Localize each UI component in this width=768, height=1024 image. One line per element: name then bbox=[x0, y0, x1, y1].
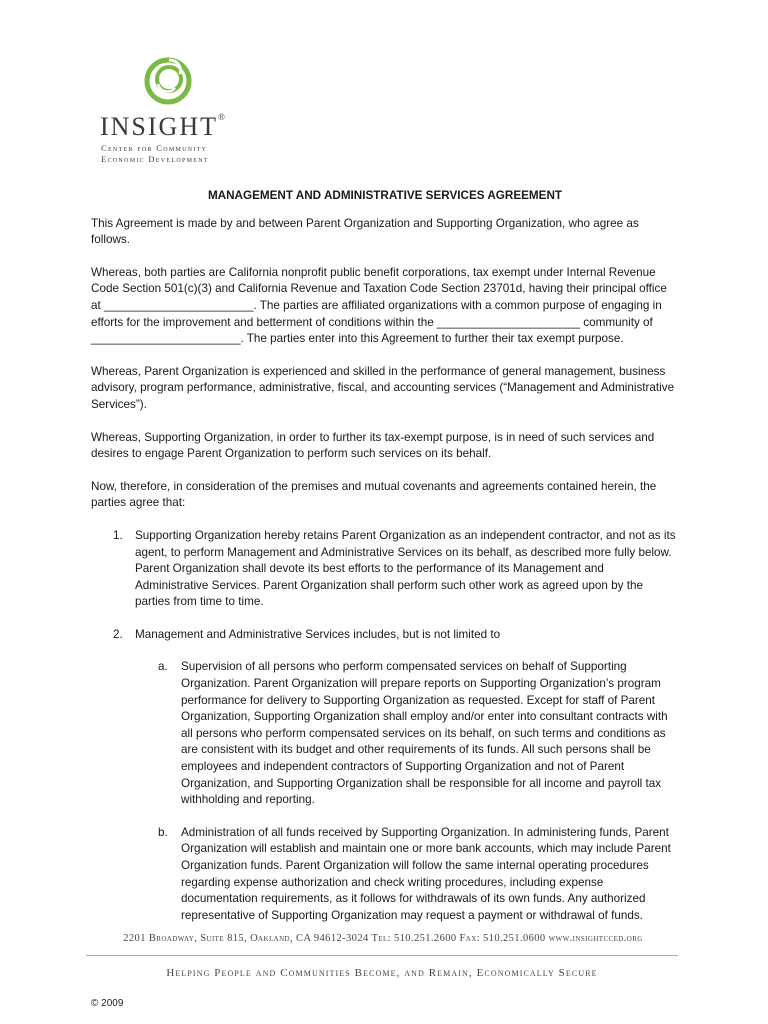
paragraph-whereas-parent: Whereas, Parent Organization is experienced and skilled in the performance of general management, business advisory, program performance, administrative, fiscal, and accounting services (“Management and Administrative Services”). bbox=[91, 364, 675, 411]
sublist-item bbox=[135, 659, 679, 808]
sublist-item-text: Supervision of all persons who perform compensated services on behalf of Supporting Organization. Parent Organization will prepare reports on Supporting Organization’s program performance for delivery to Supporting Organization as requested. Except for staff of Parent Organization, Supporting Organization shall employ and/or enter into consultant contracts with all persons who perform compensated services on its behalf, on such terms and conditions as are consistent with its budget and other requirements of its funds. All such persons shall be employees and independent contractors of Supporting Organization and not of Parent Organization, and Supporting Organization shall be responsible for all income and payroll tax withholding and reporting. bbox=[181, 660, 668, 807]
sublist-item-letter: a. bbox=[158, 660, 168, 674]
list-item-text: Management and Administrative Services includes, but is not limited to bbox=[135, 627, 501, 641]
logo-name-text: INSIGHT bbox=[100, 112, 218, 141]
paragraph-whereas-supporting: Whereas, Supporting Organization, in order to further its tax-exempt purpose, is in need of such services and desires to engage Parent Organization to perform such services on its behalf. bbox=[91, 430, 655, 461]
logo-wordmark bbox=[100, 112, 225, 142]
paragraph-intro: This Agreement is made by and between Parent Organization and Supporting Organization, who agree as follows. bbox=[91, 216, 639, 247]
list-item bbox=[91, 528, 679, 611]
sublist-item-text: Administration of all funds received by Supporting Organization. In administering funds, Parent Organization will establish and maintain one or more bank accounts, which may include Parent Organization funds. Parent Organization will follow the same internal operating procedures regarding expense authorization and check writing procedures, including expense documentation requirements, as it follows for withdrawals of its own funds. Any authorized representative of Supporting Organization may request a payment or withdrawal of funds. bbox=[181, 825, 671, 922]
spiral-logo-icon bbox=[144, 54, 192, 106]
list-item-number: 1. bbox=[113, 528, 123, 542]
footer-divider bbox=[86, 955, 678, 956]
list-item-number: 2. bbox=[113, 627, 123, 641]
footer-tagline: Helping People and Communities Become, and Remain, Economically Secure bbox=[166, 967, 598, 979]
insight-logo bbox=[100, 54, 260, 166]
document-title: MANAGEMENT AND ADMINISTRATIVE SERVICES AGREEMENT bbox=[207, 189, 563, 202]
paragraph-whereas-nonprofit: Whereas, both parties are California nonprofit public benefit corporations, tax exempt under Internal Revenue Code Section 501(c)(3) and California Revenue and Taxation Code Section 23701d, having their principal office at _______________________. The parties are affiliated organizations with a common purpose of engaging in efforts for the improvement and betterment of conditions within the ______________________ community of _______________________. The parties enter into this Agreement to further their tax exempt purpose. bbox=[91, 265, 667, 346]
list-item-text: Supporting Organization hereby retains Parent Organization as an independent contractor, and not as its agent, to perform Management and Administrative Services on its behalf, as described more fully below. Parent Organization shall devote its best efforts to the performance of its Management and Administrative Services. Parent Organization shall perform such other work as agreed upon by the parties from time to time. bbox=[135, 528, 676, 609]
footer-address: 2201 Broadway, Suite 815, Oakland, CA 94612-3024 Tel: 510.251.2600 Fax: 510.251.0600 www.insightcced.org bbox=[123, 933, 643, 944]
sublist-item-letter: b. bbox=[158, 825, 168, 839]
agreement-body bbox=[91, 188, 679, 940]
lettered-sublist bbox=[135, 659, 679, 924]
copyright-notice: © 2009 bbox=[91, 998, 124, 1009]
logo-subtitle-line1: Center for Community bbox=[101, 143, 208, 153]
sublist-item bbox=[135, 825, 679, 925]
logo-subtitle-line2: Economic Development bbox=[101, 154, 209, 164]
numbered-list bbox=[91, 528, 679, 924]
paragraph-now-therefore: Now, therefore, in consideration of the premises and mutual covenants and agreements contained herein, the parties agree that: bbox=[91, 479, 657, 510]
list-item bbox=[91, 627, 679, 925]
registered-mark: ® bbox=[218, 112, 225, 122]
